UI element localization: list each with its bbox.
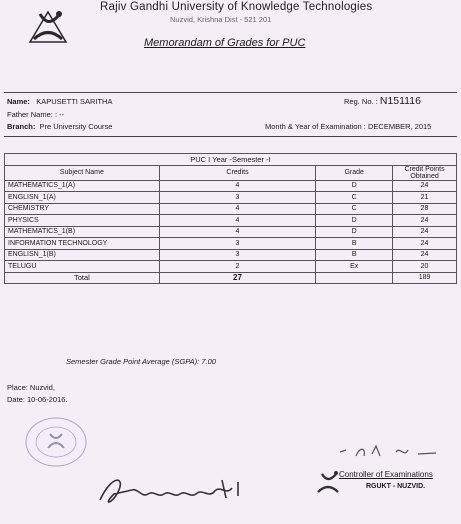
table-row [5, 180, 457, 192]
subject-cell: ENGLISN_1(B) [5, 249, 160, 261]
grade-cell: D [316, 215, 393, 227]
exam-value: DECEMBER, 2015 [368, 122, 432, 131]
branch-value: Pre University Course [39, 122, 113, 131]
exam-month-year [265, 122, 431, 131]
place: Place: Nuzvid, [7, 383, 55, 392]
exam-label: Month & Year of Examination : [265, 122, 366, 131]
controller-signature-icon [336, 438, 446, 468]
table-row [5, 203, 457, 215]
university-address: Nuzvid, Krishna Dist - 521 201 [170, 15, 272, 24]
grade-cell: D [316, 180, 393, 192]
regno-value: N151116 [379, 95, 421, 107]
name-value: KAPUSETTI SARITHA [36, 97, 113, 106]
student-name [7, 97, 112, 106]
divider [4, 136, 457, 137]
col-credits: Credits [159, 165, 316, 180]
total-row [5, 272, 457, 284]
col-subject: Subject Name [5, 165, 160, 180]
total-grade-blank [316, 272, 393, 284]
total-label: Total [5, 272, 160, 284]
table-row [5, 226, 457, 238]
subject-cell: MATHEMATICS_1(B) [5, 226, 160, 238]
grade-cell: B [316, 238, 393, 250]
branch [7, 122, 112, 131]
points-cell: 28 [393, 203, 457, 215]
rgukt-logo-icon [314, 468, 342, 496]
credits-cell: 3 [159, 192, 316, 204]
university-name: Rajiv Gandhi University of Knowledge Technologies [100, 1, 373, 13]
name-label: Name: [7, 97, 30, 106]
credits-cell: 4 [159, 203, 316, 215]
points-cell: 20 [393, 261, 457, 273]
grade-cell: C [316, 203, 393, 215]
branch-label: Branch: [7, 122, 36, 131]
father-name [7, 110, 64, 119]
credits-cell: 3 [159, 249, 316, 261]
university-logo-icon [26, 6, 70, 46]
total-points: 189 [393, 272, 457, 284]
subject-cell: PHYSICS [5, 215, 160, 227]
table-row [5, 192, 457, 204]
subject-cell: CHEMISTRY [5, 203, 160, 215]
university-seal-icon [20, 416, 92, 468]
memo-title: Memorandam of Grades for PUC [144, 37, 306, 49]
father-value: : -- [54, 110, 65, 119]
subject-cell: TELUGU [5, 261, 160, 273]
points-cell: 24 [393, 180, 457, 192]
grade-cell: D [316, 226, 393, 238]
grade-cell: B [316, 249, 393, 261]
points-cell: 24 [393, 238, 457, 250]
table-row [5, 261, 457, 273]
subject-cell: INFORMATION TECHNOLOGY [5, 238, 160, 250]
divider [4, 92, 457, 93]
semester-title: PUC I Year -Semester -I [5, 154, 457, 166]
reg-no [344, 95, 421, 107]
grades-table [4, 153, 457, 284]
credits-cell: 3 [159, 238, 316, 250]
points-cell: 24 [393, 249, 457, 261]
col-grade: Grade [316, 165, 393, 180]
credits-cell: 2 [159, 261, 316, 273]
grade-cell: C [316, 192, 393, 204]
sgpa: Semester Grade Point Average (SGPA): 7.00 [66, 357, 216, 366]
points-cell: 24 [393, 226, 457, 238]
credits-cell: 4 [159, 215, 316, 227]
subject-cell: MATHEMATICS_1(A) [5, 180, 160, 192]
table-row [5, 249, 457, 261]
subject-cell: ENGLISN_1(A) [5, 192, 160, 204]
total-credits: 27 [159, 272, 316, 284]
signature-icon [92, 470, 252, 510]
points-cell: 21 [393, 192, 457, 204]
credits-cell: 4 [159, 180, 316, 192]
controller-title: Controller of Examinations [339, 470, 433, 479]
credits-cell: 4 [159, 226, 316, 238]
col-points: Credit Points Obtained [393, 165, 457, 180]
regno-label: Reg. No. : [344, 97, 378, 106]
points-cell: 24 [393, 215, 457, 227]
table-row [5, 238, 457, 250]
table-row [5, 215, 457, 227]
grade-cell: Ex [316, 261, 393, 273]
table-header-row [5, 165, 457, 180]
rgukt-label: RGUKT - NUZVID. [366, 483, 426, 490]
table-title-row [5, 154, 457, 166]
date: Date: 10-06-2016. [7, 395, 68, 404]
father-label: Father Name: [7, 110, 53, 119]
